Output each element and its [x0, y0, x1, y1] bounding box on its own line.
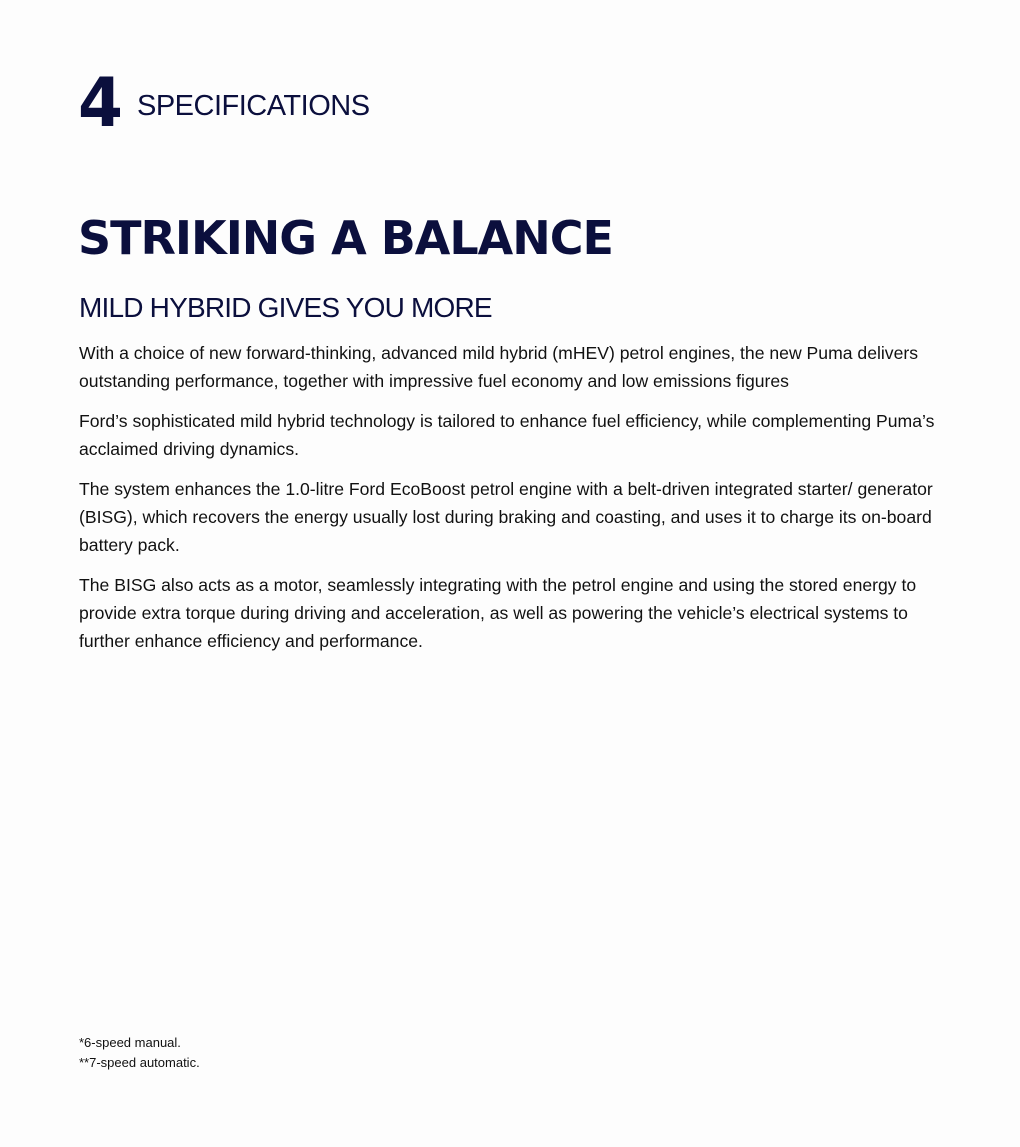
paragraph: The system enhances the 1.0-litre Ford EcoBoost petrol engine with a belt-driven integrated starter/ generator (BISG), which recovers the energy usually lost during braking and coasting, and uses it to charge its on-board battery pack.	[79, 479, 933, 555]
footnote: **7-speed automatic.	[79, 1055, 200, 1070]
page-title: STRIKING A BALANCE	[78, 211, 613, 265]
paragraph: Ford’s sophisticated mild hybrid technology is tailored to enhance fuel efficiency, while complementing Puma’s acclaimed driving dynamics.	[79, 411, 935, 459]
paragraph: With a choice of new forward-thinking, advanced mild hybrid (mHEV) petrol engines, the new Puma delivers outstanding performance, together with impressive fuel economy and low emissions figures	[79, 343, 919, 391]
footnotes	[79, 1033, 200, 1073]
paragraph: The BISG also acts as a motor, seamlessly integrating with the petrol engine and using the stored energy to provide extra torque during driving and acceleration, as well as powering the vehicle’s electrical systems to further enhance efficiency and performance.	[79, 575, 917, 651]
section-number: 4	[78, 64, 122, 143]
section-title: SPECIFICATIONS	[137, 90, 370, 122]
footnote: *6-speed manual.	[79, 1035, 181, 1050]
subheading: MILD HYBRID GIVES YOU MORE	[79, 292, 492, 323]
body-text	[79, 339, 959, 667]
